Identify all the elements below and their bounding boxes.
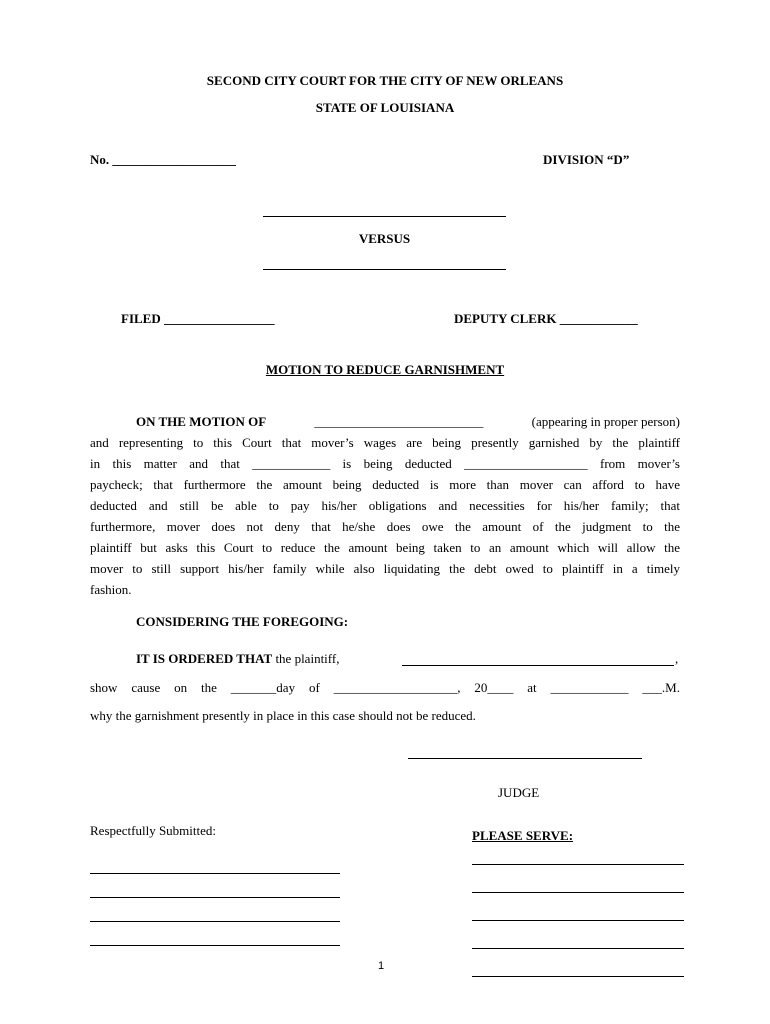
defendant-name-line [263,269,506,270]
considering-heading: CONSIDERING THE FOREGOING: [136,614,349,629]
state-heading: STATE OF LOUISIANA [315,100,455,115]
submitter-line-2 [90,897,340,898]
submitter-line-1 [90,873,340,874]
submitter-line-4 [90,945,340,946]
motion-line-5: deducted and still be able to pay his/her obligations and necessities for his/her family; that [90,498,680,513]
serve-line-5 [472,976,684,977]
motion-lead: ON THE MOTION OF [136,414,267,429]
proper-person-text: (appearing in proper person) [531,414,680,429]
respectfully-submitted-label: Respectfully Submitted: [90,823,217,838]
serve-line-3 [472,920,684,921]
order-line-3: why the garnishment presently in place in this case should not be reduced. [90,708,476,723]
motion-line-8: mover to still support his/her family while also liquidating the debt owed to plaintiff in a timely [90,561,680,576]
serve-line-1 [472,864,684,865]
motion-line-6: furthermore, mover does not deny that he/she does owe the amount of the judgment to the [90,519,680,534]
court-heading: SECOND CITY COURT FOR THE CITY OF NEW ORLEANS [206,73,564,88]
motion-line-4: paycheck; that furthermore the amount being deducted is more than mover can afford to have [90,477,680,492]
please-serve-heading: PLEASE SERVE: [472,828,574,843]
deputy-clerk-label: DEPUTY CLERK ____________ [454,311,638,326]
motion-line-1 [136,414,680,430]
order-comma: , [675,651,679,666]
filed-label: FILED _________________ [121,311,275,326]
judge-label: JUDGE [498,785,540,800]
serve-line-2 [472,892,684,893]
submitter-line-3 [90,921,340,922]
plaintiff-name-line [263,216,506,217]
motion-line-2: and representing to this Court that mover’s wages are being presently garnished by the plaintiff [90,435,680,450]
order-lead [136,651,339,667]
motion-line-7: plaintiff but asks this Court to reduce the amount being taken to an amount which will allow the [90,540,680,555]
division-label: DIVISION “D” [543,152,630,167]
motion-line-3: in this matter and that ____________ is being deducted ___________________ from mover’s [90,456,680,471]
order-lead-bold: IT IS ORDERED THAT [136,651,273,666]
page-number: 1 [378,960,385,972]
versus-label: VERSUS [358,231,411,246]
order-plaintiff-text: the plaintiff, [275,651,340,666]
case-number-label: No. ___________________ [90,152,236,167]
judge-signature-line [408,758,642,759]
motion-line-9: fashion. [90,582,132,597]
mover-name-blank: __________________________ [314,414,484,429]
order-line-2: show cause on the _______day of ___________________, 20____ at ____________ ___.M. [90,680,680,695]
serve-line-4 [472,948,684,949]
document-title: MOTION TO REDUCE GARNISHMENT [265,362,505,377]
plaintiff-blank-line [402,665,674,666]
